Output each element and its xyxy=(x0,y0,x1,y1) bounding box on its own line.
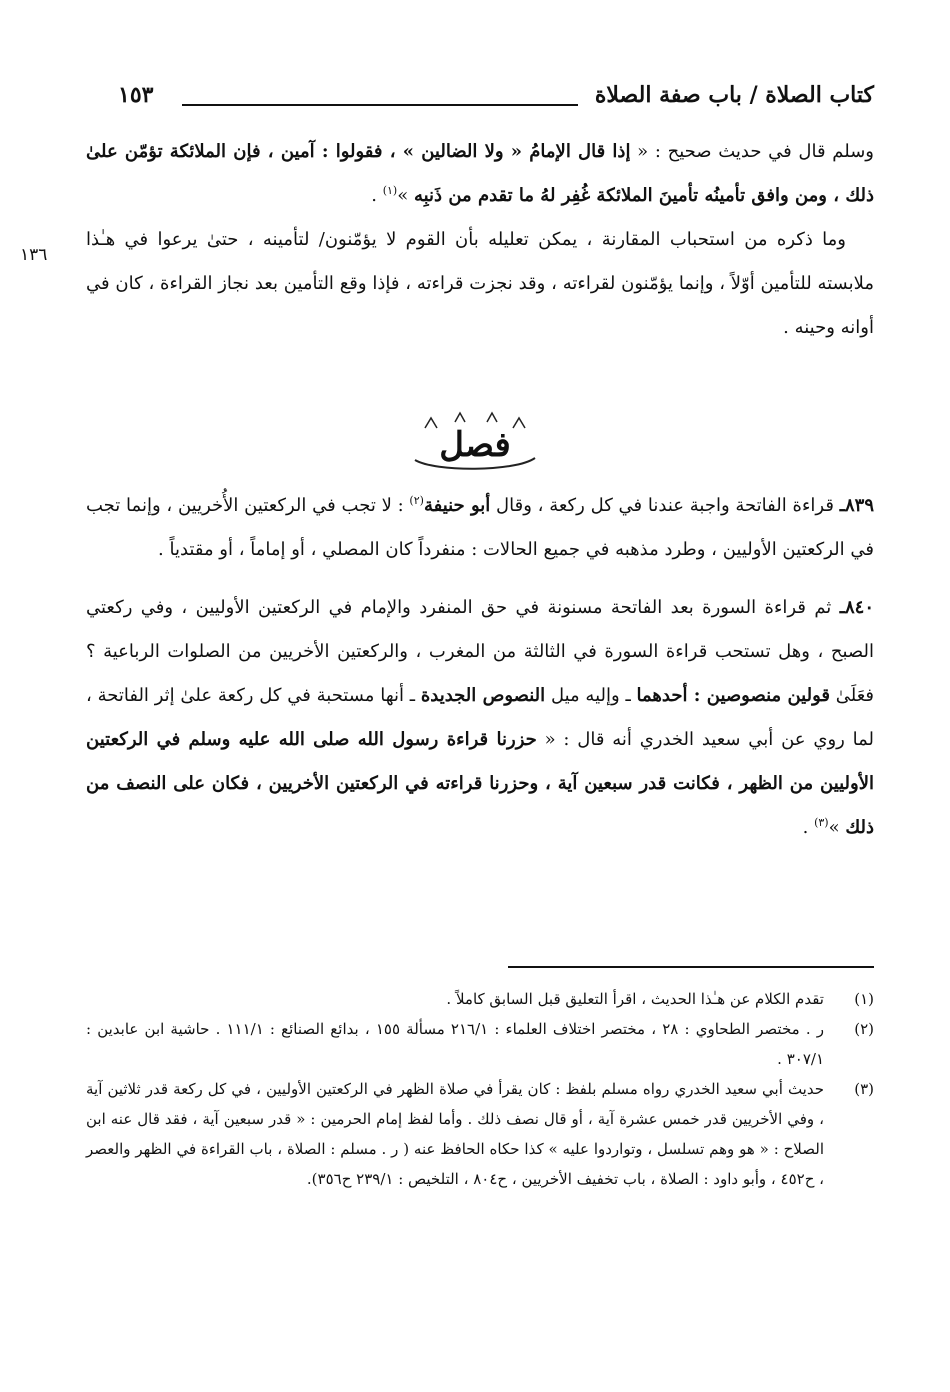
footnote-ref: (٣) xyxy=(814,816,829,829)
emphasis: قولين منصوصين : أحدهما xyxy=(636,685,830,706)
paragraph-hadith-amin xyxy=(86,130,874,218)
text-run: قراءة الفاتحة واجبة عندنا في كل ركعة ، وقال xyxy=(490,495,840,516)
paragraph-number: ٨٤٠ـ xyxy=(839,597,874,618)
text-run: ـ وإليه ميل xyxy=(545,685,637,706)
text-run: ـ أنها مستحبة في كل ركعة علىٰ إثر الفاتحة ، لما روي عن أبي سعيد الخدري أنه قال : « xyxy=(86,685,875,750)
footnote-text: ر . مختصر الطحاوي : ٢٨ ، مختصر اختلاف العلماء : ٢١٦/١ مسألة ١٥٥ ، بدائع الصنائع : ١١١/١ . حاشية ابن عابدين : ٣٠٧/١ . xyxy=(86,1020,824,1068)
paragraph-number: ٨٣٩ـ xyxy=(839,495,874,516)
text-run: » xyxy=(397,185,414,206)
page-number: ١٥٣ xyxy=(118,82,154,108)
text-run: » xyxy=(828,817,846,838)
paragraph-839 xyxy=(86,484,874,572)
paragraph-commentary: وما ذكره من استحباب المقارنة ، يمكن تعليله بأن القوم لا يؤمّنون/ لتأمينه ، حتىٰ يرعوا في هـٰذا ملابسته للتأمين أوّلاً ، وإنما يؤمّنون لقراءته ، وقد نجزت قراءته ، فإذا وقع التأمين بعد نجاز القراءة ، كان في أوانه وحينه . xyxy=(86,229,874,338)
hadith-quote: حزرنا قراءة رسول الله صلى الله عليه وسلم في الركعتين الأوليين من الظهر ، فكانت قدر سبعين آية ، وحزرنا قراءته في الركعتين الأخريين ، فكان على النصف من ذلك xyxy=(86,729,874,838)
footnote-ref: (١) xyxy=(382,184,398,197)
margin-page-reference: ١٣٦ xyxy=(20,245,48,265)
top-text-block xyxy=(86,130,874,350)
text-run: ثم قراءة السورة بعد الفاتحة مسنونة في حق المنفرد والإمام في الركعتين الأوليين ، وفي ركعتي الصبح ، وهل تستحب قراءة السورة في الثالثة من المغرب ، والركعتين الأخريين من الصلوات الرباعية ؟ فعَلَىٰ xyxy=(86,597,875,706)
text-run: وسلم قال في حديث صحيح : « xyxy=(630,141,874,162)
emphasis: النصوص الجديدة xyxy=(420,685,546,706)
footnote-text: حديث أبي سعيد الخدري رواه مسلم بلفظ : كان يقرأ في صلاة الظهر في الركعتين الأوليين ، في كل ركعة قدر ثلاثين آية ، وفي الأخريين قدر خمس عشرة آية ، أو قال نصف ذلك . وأما لفظ إمام الحرمين : « قدر سبعين آية ، فقد قال عنه ابن الصلاح : « هو وهم تسلسل ، وتواردوا عليه » كذا حكاه الحافظ عنه ( ر . مسلم : الصلاة ، باب القراءة في الظهر والعصر ، ح٤٥٢ ، وأبو داود : الصلاة ، باب تخفيف الأخريين ، ح٨٠٤ ، التلخيص : ٢٣٩/١ ح٣٥٦). xyxy=(86,1080,824,1188)
section-text-block xyxy=(86,484,874,850)
footnote-2 xyxy=(86,1014,874,1074)
footnotes xyxy=(86,984,874,1194)
hadith-quote: إذا قال الإمامُ « ولا الضالين » ، فقولوا : آمين ، فإن الملائكة تؤمّن علىٰ ذلك ، ومن وافق تأمينُه تأمينَ الملائكة غُفِر لهُ ما تقدم من ذَنبِه xyxy=(86,141,874,206)
text-run: . xyxy=(371,185,383,206)
footnote-number: (١) xyxy=(854,990,874,1008)
fasl-ornament-heading xyxy=(395,408,555,476)
header-rule xyxy=(182,104,578,106)
header-title: كتاب الصلاة / باب صفة الصلاة xyxy=(594,82,874,108)
footnote-number: (٣) xyxy=(854,1080,874,1098)
text-run: . xyxy=(802,817,815,838)
footnote-number: (٢) xyxy=(854,1020,874,1038)
footnote-text: تقدم الكلام عن هـٰذا الحديث ، اقرأ التعليق قبل السابق كاملاً . xyxy=(446,990,824,1008)
paragraph-840 xyxy=(86,586,874,850)
footnote-separator xyxy=(508,966,874,968)
text-run: : لا تجب في الركعتين الأُخريين ، وإنما تجب في الركعتين الأوليين ، وطرد مذهبه في جميع الحالات : منفرداً كان المصلي ، أو إماماً ، أو مقتدياً . xyxy=(86,495,874,560)
footnote-ref: (٢) xyxy=(409,494,424,507)
footnote-3 xyxy=(86,1074,874,1194)
footnote-1 xyxy=(86,984,874,1014)
scholar-name: أبو حنيفة xyxy=(423,495,491,516)
section-heading: فصل xyxy=(439,425,511,465)
running-header xyxy=(118,78,874,118)
